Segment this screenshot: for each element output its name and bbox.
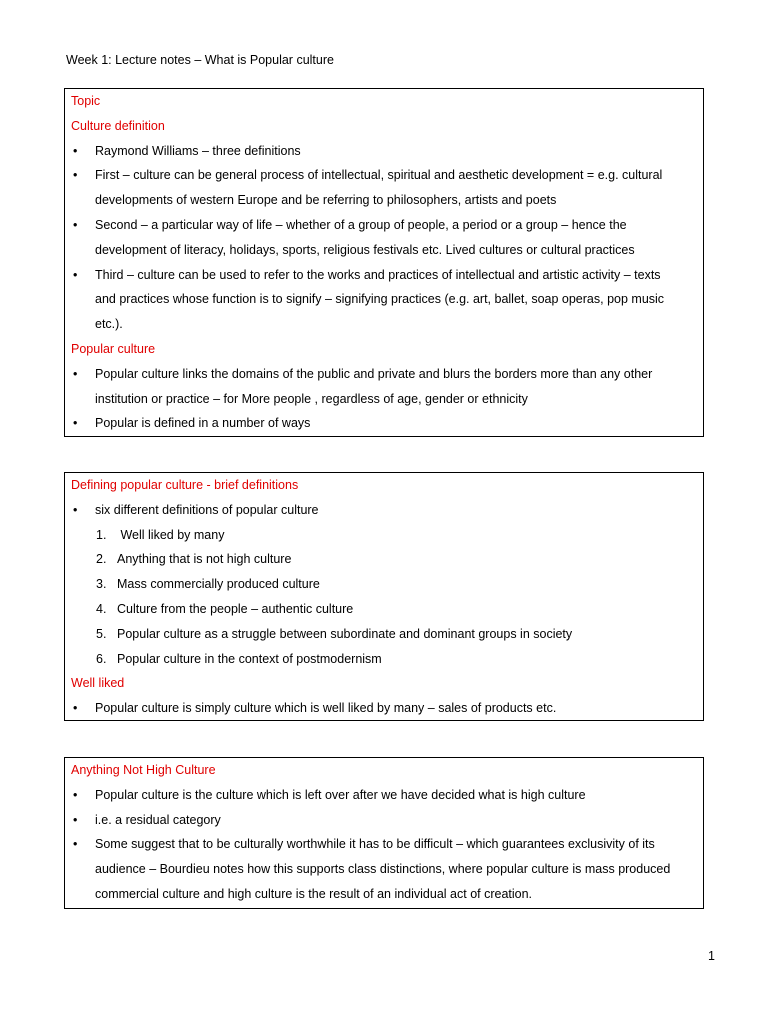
- item-text: Well liked by many: [117, 527, 225, 542]
- page-number: 1: [708, 949, 715, 963]
- list-item: developments of western Europe and be referring to philosophers, artists and poets: [95, 193, 557, 208]
- culture-definition-heading: Culture definition: [71, 118, 165, 133]
- item-text: Popular culture in the context of postmodernism: [117, 651, 382, 666]
- item-text: Popular culture as a struggle between subordinate and dominant groups in society: [117, 626, 573, 641]
- definitions-numbered-list: [71, 523, 703, 672]
- list-item: • Popular is defined in a number of ways: [71, 411, 703, 436]
- numbered-item: [71, 597, 703, 622]
- bullet-icon: •: [73, 217, 78, 232]
- bullet-icon: •: [73, 168, 78, 183]
- bullet-icon: •: [73, 812, 78, 827]
- list-item: • Third – culture can be used to refer to the works and practices of intellectual and artistic activity – texts: [71, 263, 703, 288]
- list-item: • First – culture can be general process of intellectual, spiritual and aesthetic development = e.g. cultural: [71, 163, 703, 188]
- list-item: • Some suggest that to be culturally worthwhile it has to be difficult – which guarantees exclusivity of its: [71, 832, 703, 857]
- list-item: • Raymond Williams – three definitions: [71, 139, 703, 164]
- item-number: 3.: [96, 577, 107, 592]
- item-number: 6.: [96, 651, 107, 666]
- page-title: Week 1: Lecture notes – What is Popular culture: [66, 53, 334, 67]
- definitions-heading: Defining popular culture - brief definitions: [71, 478, 299, 492]
- topic-box: [64, 88, 704, 437]
- not-high-culture-list: [71, 783, 703, 907]
- item-number: 4.: [96, 601, 107, 616]
- list-item: • Popular culture is simply culture which is well liked by many – sales of products etc.: [71, 696, 703, 721]
- list-item: • Popular culture links the domains of the public and private and blurs the borders more than any other: [71, 362, 703, 387]
- list-item: etc.).: [95, 317, 123, 332]
- bullet-icon: •: [73, 416, 78, 431]
- bullet-icon: •: [73, 837, 78, 852]
- bullet-icon: •: [73, 502, 78, 517]
- popular-culture-list: [71, 362, 703, 436]
- culture-definition-list: [71, 139, 703, 337]
- list-item: institution or practice – for More people , regardless of age, gender or ethnicity: [95, 391, 528, 406]
- item-number: 1.: [96, 527, 107, 542]
- numbered-item: [71, 547, 703, 572]
- bullet-icon: •: [73, 267, 78, 282]
- definitions-box: [64, 472, 704, 721]
- well-liked-heading: Well liked: [71, 676, 125, 691]
- item-text: Mass commercially produced culture: [117, 577, 320, 592]
- bullet-icon: •: [73, 143, 78, 158]
- list-item: and practices whose function is to signify – signifying practices (e.g. art, ballet, soap operas, pop music: [95, 292, 665, 307]
- item-number: 5.: [96, 626, 107, 641]
- not-high-culture-box: [64, 757, 704, 909]
- bullet-icon: •: [73, 701, 78, 716]
- numbered-item: [71, 622, 703, 647]
- item-text: Anything that is not high culture: [117, 552, 292, 567]
- numbered-item: [71, 647, 703, 672]
- item-text: Culture from the people – authentic culture: [117, 601, 354, 616]
- list-item: audience – Bourdieu notes how this supports class distinctions, where popular culture is mass produced: [95, 862, 671, 877]
- bullet-icon: •: [73, 366, 78, 381]
- numbered-item: [71, 572, 703, 597]
- list-item: • Second – a particular way of life – whether of a group of people, a period or a group – hence the: [71, 213, 703, 238]
- bullet-icon: •: [73, 787, 78, 802]
- not-high-culture-heading: Anything Not High Culture: [71, 763, 216, 777]
- list-item: commercial culture and high culture is the result of an individual act of creation.: [95, 886, 533, 901]
- list-item: • six different definitions of popular culture: [71, 498, 703, 523]
- list-item: • i.e. a residual category: [71, 808, 703, 833]
- numbered-item: [71, 523, 703, 548]
- popular-culture-heading: Popular culture: [71, 341, 156, 356]
- list-item: development of literacy, holidays, sports, religious festivals etc. Lived cultures or cultural practices: [95, 242, 635, 257]
- topic-heading: Topic: [71, 94, 101, 108]
- item-number: 2.: [96, 552, 107, 567]
- list-item: • Popular culture is the culture which is left over after we have decided what is high culture: [71, 783, 703, 808]
